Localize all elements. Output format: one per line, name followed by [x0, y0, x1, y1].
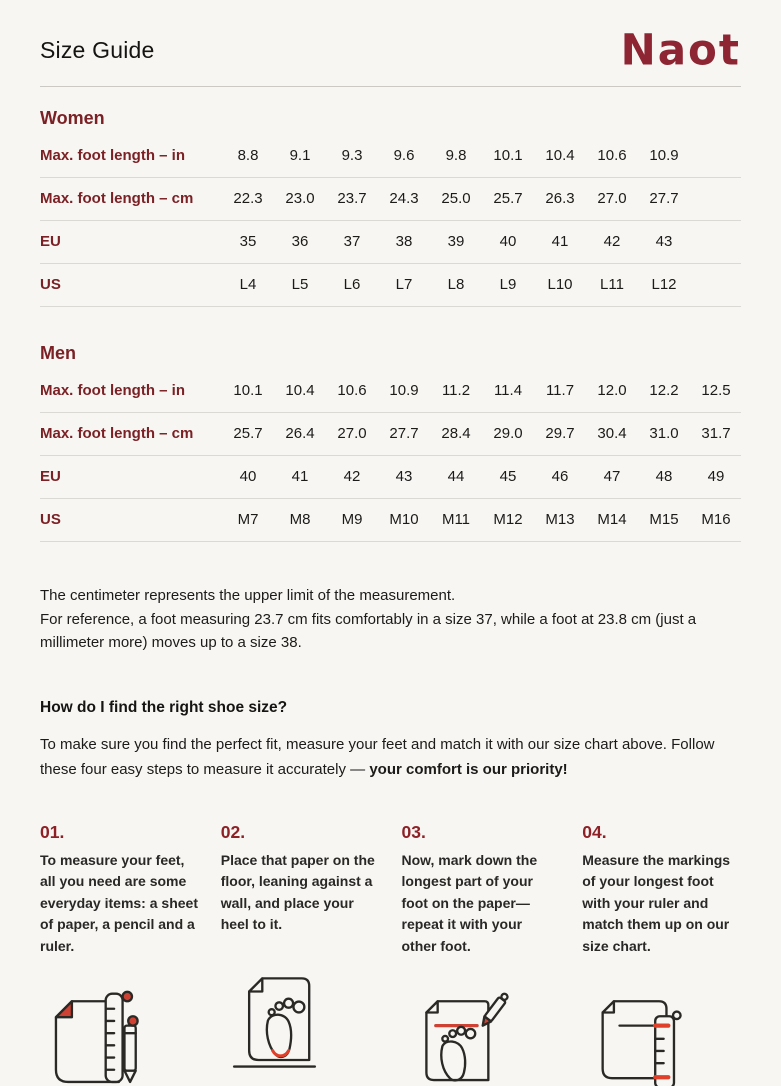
table-row: [40, 370, 741, 413]
step-1: [40, 822, 199, 1086]
size-value: M16: [701, 511, 731, 528]
size-value: 35: [239, 233, 257, 250]
note-line: For reference, a foot measuring 23.7 cm fits comfortably in a size 37, while a foot at 23.8 cm (just a millimeter more) moves up to a size 38.: [40, 610, 697, 651]
size-value: L8: [447, 276, 465, 293]
table-row: [40, 135, 741, 178]
size-value: 10.6: [337, 382, 367, 399]
table-row: [40, 178, 741, 221]
size-value: L12: [651, 276, 677, 293]
step-text: To measure your feet, all you need are some everyday items: a sheet of paper, a pencil and a ruler.: [40, 851, 198, 954]
size-value: 36: [291, 233, 309, 250]
size-value: 10.1: [493, 147, 523, 164]
size-value: 30.4: [597, 425, 627, 442]
size-value: M10: [389, 511, 419, 528]
step-number: 01.: [40, 821, 65, 842]
men-table-rows: [40, 370, 741, 542]
row-label: Max. foot length – cm: [40, 190, 194, 207]
size-value: 23.7: [337, 190, 367, 207]
size-value: 42: [603, 233, 621, 250]
size-value: L7: [395, 276, 413, 293]
size-value: 41: [551, 233, 569, 250]
size-value: 37: [343, 233, 361, 250]
size-value: M12: [493, 511, 523, 528]
measuring-steps: [40, 822, 741, 1086]
note-line: The centimeter represents the upper limit of the measurement.: [40, 587, 456, 604]
faq-heading: How do I find the right shoe size?: [40, 698, 288, 716]
size-value: 46: [551, 468, 569, 485]
step-3: [402, 822, 561, 1086]
step-2: [221, 822, 380, 1086]
size-value: 47: [603, 468, 621, 485]
size-value: 24.3: [389, 190, 419, 207]
size-value: 10.9: [389, 382, 419, 399]
size-value: L11: [600, 276, 624, 293]
size-value: 10.9: [649, 147, 679, 164]
size-value: M9: [341, 511, 363, 528]
size-value: 31.7: [701, 425, 731, 442]
step-4: [582, 822, 741, 1086]
step-number: 02.: [220, 821, 246, 842]
size-value: 39: [447, 233, 465, 250]
size-value: 28.4: [441, 425, 471, 442]
size-value: L9: [499, 276, 517, 293]
size-value: 44: [447, 468, 465, 485]
size-value: 29.0: [493, 425, 523, 442]
paper-footprint-pencil-mark-icon: [402, 983, 561, 1086]
table-row: [40, 499, 741, 542]
paper-ruler-pencil-icon: [40, 983, 199, 1086]
table-row: [40, 264, 741, 307]
table-row: [40, 456, 741, 499]
size-value: L4: [239, 276, 257, 293]
size-value: 10.4: [545, 147, 575, 164]
size-value: 10.1: [233, 382, 263, 399]
size-value: 49: [707, 468, 725, 485]
size-value: 40: [499, 233, 517, 250]
size-value: 26.4: [285, 425, 315, 442]
size-value: 23.0: [285, 190, 315, 207]
step-number: 03.: [401, 821, 426, 842]
size-value: 11.2: [441, 382, 471, 399]
size-value: 45: [499, 468, 517, 485]
row-label: EU: [40, 233, 61, 250]
measurement-notes: [40, 584, 741, 655]
size-value: L6: [343, 276, 361, 293]
size-value: 11.7: [545, 382, 575, 399]
row-label: Max. foot length – in: [40, 382, 185, 399]
size-value: M8: [289, 511, 311, 528]
size-value: 40: [239, 468, 257, 485]
size-value: 9.8: [445, 147, 467, 164]
size-value: 10.6: [597, 147, 627, 164]
size-value: 43: [395, 468, 413, 485]
size-value: 31.0: [649, 425, 679, 442]
row-label: US: [40, 276, 61, 293]
size-value: 42: [343, 468, 361, 485]
section-title-women: Women: [40, 108, 105, 128]
paper-marking-ruler-icon: [582, 983, 741, 1086]
size-value: M13: [545, 511, 575, 528]
size-value: 25.0: [441, 190, 471, 207]
size-value: L5: [291, 276, 309, 293]
size-value: 27.7: [389, 425, 419, 442]
size-value: 22.3: [233, 190, 263, 207]
row-label: Max. foot length – cm: [40, 425, 194, 442]
size-value: 25.7: [233, 425, 263, 442]
size-value: 29.7: [545, 425, 575, 442]
table-row: [40, 413, 741, 456]
size-value: 27.0: [337, 425, 367, 442]
row-label: EU: [40, 468, 61, 485]
step-text: Measure the markings of your longest foot with your ruler and match them up on our size chart.: [582, 851, 731, 954]
size-value: 27.0: [597, 190, 627, 207]
header: [40, 0, 741, 87]
size-value: 48: [655, 468, 673, 485]
size-value: 9.6: [393, 147, 415, 164]
row-label: US: [40, 511, 61, 528]
size-value: 11.4: [493, 382, 523, 399]
size-value: 25.7: [493, 190, 523, 207]
size-value: 12.2: [649, 382, 679, 399]
page-title: Size Guide: [40, 36, 155, 63]
faq-intro: [40, 732, 741, 782]
size-value: 10.4: [285, 382, 315, 399]
step-text: Place that paper on the floor, leaning against a wall, and place your heel to it.: [220, 851, 375, 932]
faq-intro-bold: your comfort is our priority!: [369, 760, 568, 778]
size-value: 12.5: [701, 382, 731, 399]
size-value: 9.3: [341, 147, 363, 164]
row-label: Max. foot length – in: [40, 147, 185, 164]
size-value: 27.7: [649, 190, 679, 207]
naot-logo: Naot: [620, 24, 741, 75]
step-number: 04.: [582, 821, 607, 842]
faq-intro-text: To make sure you find the perfect fit, measure your feet and match it with our size chart above. Follow these four easy steps to measure it accurately —: [40, 735, 715, 778]
paper-footprint-heel-icon: [221, 962, 380, 1082]
women-table-rows: [40, 135, 741, 307]
size-value: 8.8: [237, 147, 259, 164]
size-value: 9.1: [289, 147, 311, 164]
table-row: [40, 221, 741, 264]
size-value: 38: [395, 233, 413, 250]
size-value: M11: [441, 511, 471, 528]
size-value: 12.0: [597, 382, 627, 399]
size-value: M15: [649, 511, 679, 528]
size-value: 26.3: [545, 190, 575, 207]
size-value: 41: [291, 468, 309, 485]
size-value: M7: [237, 511, 259, 528]
men-size-table: [40, 343, 741, 542]
size-value: M14: [597, 511, 627, 528]
women-size-table: [40, 108, 741, 307]
section-title-men: Men: [40, 343, 76, 363]
step-text: Now, mark down the longest part of your foot on the paper—repeat it with your other foot.: [401, 851, 538, 954]
size-value: 43: [655, 233, 673, 250]
size-value: L10: [547, 276, 573, 293]
